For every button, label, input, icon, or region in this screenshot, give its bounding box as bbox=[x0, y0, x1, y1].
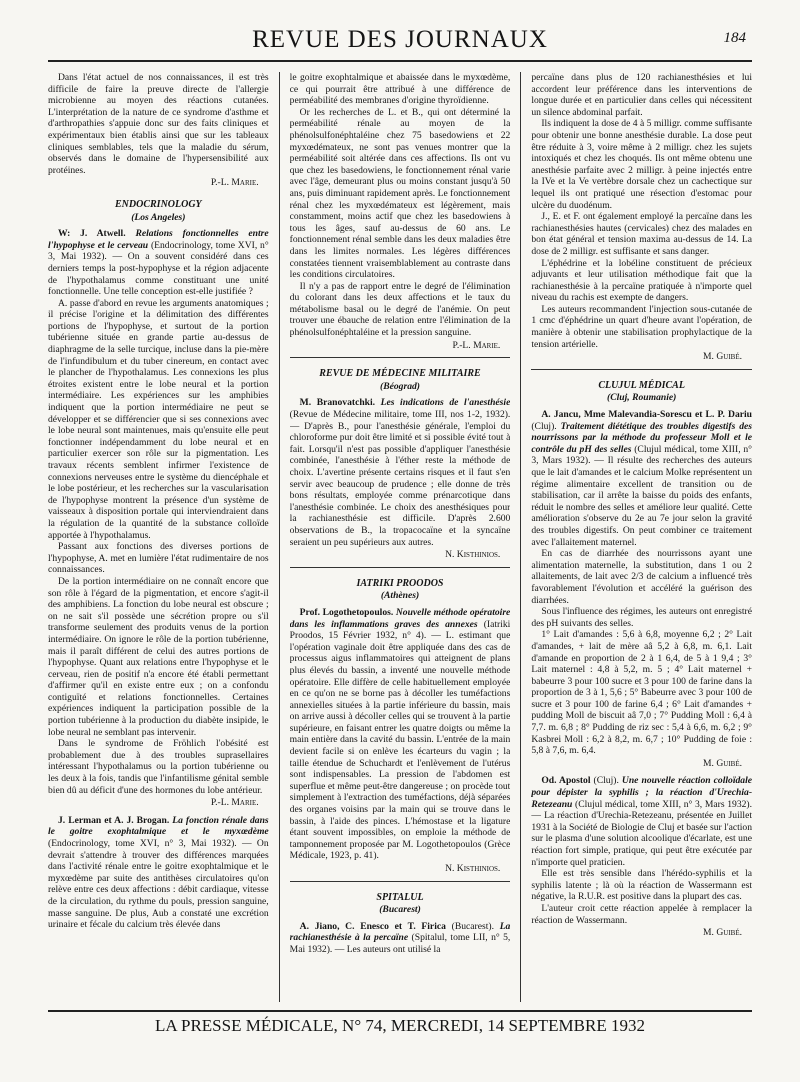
article-author: J. Lerman et A. J. Brogan. bbox=[58, 814, 170, 826]
section-title: SPITALUL bbox=[376, 891, 424, 903]
paragraph: percaïne dans plus de 120 rachianesthésies et lui accordent leur préférence dans les interventions de longue durée et en particulier dans celles qui nécessitent un silence abdominal parfait. bbox=[531, 72, 753, 118]
paragraph: J., E. et F. ont également employé la percaïne dans les rachianesthésies hautes (cervicales) chez des malades en bon état général et tension maxima au-dessus de 14. La dose de 2 milligr. est suffisante et sans danger. bbox=[531, 211, 753, 257]
column-3 bbox=[531, 72, 752, 1002]
paragraph: En cas de diarrhée des nourrissons ayant une alimentation maternelle, la substitution, dans 1 ou 2 allaitements, de lait avec 2/3 de calcium a influencé très favorablement l'évolution et accéléré la guérison des diarrhées. bbox=[531, 548, 753, 606]
page-header bbox=[48, 26, 752, 56]
article-author: W: J. Atwell. bbox=[58, 228, 126, 240]
paragraph: Elle est très sensible dans l'hérédo-syphilis et la syphilis latente ; là où la réaction de Wassermann est négative, la R.U.R. est positive dans la plupart des cas. bbox=[531, 868, 753, 903]
page-footer: LA PRESSE MÉDICALE, N° 74, MERCREDI, 14 SEPTEMBRE 1932 bbox=[48, 1010, 752, 1036]
paragraph: De la portion intermédiaire on ne connaît encore que son rôle à l'égard de la pigmentation, et encore s'agit-il des amphibiens. La fonction du lobe neural est obscure ; on ne sait s'il possède une sécrétion propre ou s'il transforme seulement des produits venus de la portion intermédiaire. On ignore le rôle de la portion tubérienne, mais il paraît différent de celui des autres portions de l'hypophyse. Quant aux relations entre l'hypophyse et le cerveau, rien de positif n'a encore été établi permettant d'affirmer qu'il en existe entre eux ; on a confondu contiguïté et relations fonctionnelles. Certaines expériences indiquent la participation possible de la portion tubérienne à la production du diabète insipide, le lobe neural ne semblant pas intervenir. bbox=[48, 575, 269, 738]
article-heading bbox=[531, 775, 752, 868]
article-author: A. Jiano, C. Enesco et T. Firica bbox=[299, 920, 446, 932]
header-rule bbox=[48, 60, 752, 62]
signature: P.-L. Marie. bbox=[210, 177, 259, 189]
article-author: Od. Apostol bbox=[541, 775, 591, 787]
paragraph: Ils indiquent la dose de 4 à 5 milligr. comme suffisante pour obtenir une bonne anesthésie durable. La dose peut être réduite à 3, voire même à 2 milligr. chez les sujets intoxiqués et chez les choqués. Ils ont même obtenu une anesthésie parfaite avec 2 milligr. à peine injectés entre la IVe et la Ve vertèbre dorsale chez un cachectique sur lequel ils ont pratiqué une résection d'estomac pour ulcère du duodénum. bbox=[531, 118, 753, 211]
article-heading bbox=[290, 397, 511, 548]
text-columns bbox=[48, 72, 752, 1002]
article-text: (Revue de Médecine militaire, tome III, nos 1-2, 1932). — D'après B., pour l'anesthésie générale, l'emploi du chloroforme pur doit être limité et si possible évité tout à fait. Lorsqu'il n'est pas possible d'appliquer l'anesthésie combinée, l'anesthésie à l'éther reste la méthode de choix. L'avertine présente certains risques et il faut s'en servir avec beaucoup de prudence ; elle donne de très bons résultats, employée comme prénarcotique dans l'anesthésie combinée. Le choix des anesthésiques pour la rachianesthésie est difficile. D'après 2.600 observations de B., la tropacocaïne et la syncaïne seraient un peu supérieurs aux autres. bbox=[289, 409, 511, 548]
signature: P.-L. Marie. bbox=[452, 339, 501, 351]
paragraph: L'auteur croit cette réaction appelée à remplacer la réaction de Wassermann. bbox=[531, 902, 753, 926]
article-title: Traitement diététique des troubles digestifs des nourrissons par la méthode du professeur Moll et le contrôle du pH des selles bbox=[531, 420, 753, 455]
paragraph: Dans l'état actuel de nos connaissances, il est très difficile de faire la preuve directe de l'allergie microbienne au moyen des réactions cutanées. L'interprétation de la nature de ce syndrome d'asthme et d'arthropathies s'appuie donc sur des faits cliniques et expérimentaux bien établis ainsi que sur les tableaux cliniques semblables, tels que la maladie du sérum, observés dans le domaine de l'hypersensibilité aux protéines. bbox=[48, 72, 269, 176]
article-author: M. Branovatchki. bbox=[299, 397, 376, 409]
paragraph: Or les recherches de L. et B., qui ont déterminé la perméabilité rénale au moyen de la phénolsulfonéphtaléine chez 75 basedowiens et 22 myxœdémateux, ne sont pas venues montrer que la perméabilité soit altérée dans ces affections. Ils ont vu que chez les basedowiens, le fonctionnement rénal varie avec l'âge, demeurant plus ou moins constant jusqu'à 50 ans, puis diminuant rapidement après. Le fonctionnement rénal chez les myxœdémateux est légèrement, mais constamment, moins actif que chez les basedowiens à tous les âges, sauf au-dessus de 60 ans. Le fonctionnement rénal semble dans les deux maladies être dans les limites normales. Les légères différences constatées tiennent vraisemblablement au contraste dans les conditions circulatoires. bbox=[289, 106, 511, 281]
section-rule bbox=[531, 369, 752, 370]
article-text: (Clujul médical, tome XIII, n° 3, Mars 1932). — La réaction d'Urechia-Retezeanu, présentée en Juillet 1931 à la Société de Biologie de Cluj et basée sur l'action sur le plasma d'une solution alcoolique d'écarlate, est une réaction fort simple, pratique, qui peut être exécutée par n'importe quel praticien. bbox=[531, 798, 753, 868]
article-text: (Endocrinology, tome XVI, n° 3, Mai 1932). — On a souvent considéré dans ces derniers temps la post-hypophyse et la région adjacente de l'hypothalamus comme constituant une unité fonctionnelle. Une telle conception est-elle justifiée ? bbox=[48, 239, 269, 298]
section-title: IATRIKI PROODOS bbox=[356, 577, 444, 589]
paragraph: Les auteurs recommandent l'injection sous-cutanée de 1 cmc d'éphédrine un quart d'heure avant l'opération, de manière à obtenir une stabilisation prophylactique de la tension artérielle. bbox=[531, 303, 753, 350]
article-heading bbox=[531, 409, 752, 548]
section-title: REVUE DE MÉDECINE MILITAIRE bbox=[319, 368, 481, 380]
article-text: (Endocrinology, tome XVI, n° 3, Mai 1932). — On devrait s'attendre à trouver des différences marquées dans l'activité rénale entre le goitre exophtalmique et le myxœdème par suite des antithèses circulatoires qu'on relève entre ces deux affections : débit cardiaque, vitesse de la circulation, du rythme du pouls, pression sanguine, masse sanguine. De plus, Aub a constaté une excrétion urinaire et fécale du calcium très élevée dans bbox=[48, 838, 269, 931]
section-title: CLUJUL MÉDICAL bbox=[598, 379, 685, 391]
article-heading bbox=[48, 815, 269, 931]
article-author-location: (Cluj). bbox=[531, 420, 557, 432]
column-2 bbox=[290, 72, 511, 1002]
paragraph: Il n'y a pas de rapport entre le degré de l'élimination du colorant dans les deux affections et le taux du métabolisme basal ou le degré de l'anémie. On peut trouver une ébauche de relation entre l'élimination de la phénolsulfonéphtaléine et la pression sanguine. bbox=[289, 280, 511, 339]
column-divider bbox=[279, 72, 280, 1002]
article-text: (Iatriki Proodos, 15 Février 1932, n° 4). — L. estimant que l'opération vaginale doit être appliquée dans des cas de processus aigus inflammatoires qui atteignent de plans plus élevés du bassin, a inventé une nouvelle méthode opératoire. Elle diffère de celle habituellement employée en ce qu'on ne se borne pas à décoller les tuméfactions annexielles situées à la partie inférieure du bassin, mais on arrive aussi à décoller celles qui se trouvent à la partie supérieure, en faisant entrer les quatre doigts ou même la main entière dans la cavité du bassin. L'entrée de la main devient facile si on enlève les écarteurs du vagin ; la taille étendue de Schuchardt et l'enlèvement de l'utérus sont indispensables. La pression de l'abdomen est superflue et même peut-être dangereuse ; on procède tout simplement à l'extraction des tuméfactions, déjà séparées des organes voisins par la main qui se trouve dans le bassin, à l'aide des pinces. L'hémostase et la ligature étant souvent impossibles, on emploie la méthode de tamponnement proposée par M. Logothetopoulos (Grèce Médicale, 1923, p. 41). bbox=[289, 618, 511, 862]
paragraph: Dans le syndrome de Fröhlich l'obésité est probablement due à des troubles suprasellaires intéressant l'hypothalamus ou la portion tubérienne ou les deux à la fois, tandis que l'infantilisme génital semble bien dû au déficit d'une des hormones du lobe antérieur. bbox=[48, 738, 269, 796]
article-heading bbox=[290, 607, 511, 862]
article-author-location: (Cluj). bbox=[593, 775, 619, 787]
page-number: 184 bbox=[723, 30, 746, 46]
section-rule bbox=[290, 357, 511, 358]
column-divider bbox=[520, 72, 521, 1002]
section-rule bbox=[290, 567, 511, 568]
article-author-location: (Bucarest). bbox=[451, 920, 494, 932]
section-subtitle: (Béograd) bbox=[380, 380, 420, 392]
article-title: Nouvelle méthode opératoire dans les inflammations graves des annexes bbox=[289, 606, 511, 630]
paragraph: A. passe d'abord en revue les arguments anatomiques ; il précise l'origine et la délimitation des différentes portions de l'hypophyse, et surtout de la portion tubérienne située en grande partie au-dessus de diaphragme de la selle turcique, incluse dans la pie-mère de l'infundibulum et du tuber cinereum, en contact avec le plancher de l'hypothalamus. Les connexions les plus étroites existent entre le lobe neural et la portion intermédiaire. Les expériences sur les amphibies indiquent que la portion intermédiaire ne peut se développer et se différencier que si ses connexions avec le lobe neural sont maintenues, mais qu'ensuite elle peut fonctionner indépendamment du lobe neural et en particulier exercer son rôle sur la pigmentation. Les travaux récents semblent infirmer l'existence de connexions nerveuses entre le système du diencéphale et le lobe postérieur, et les recherches sur la vascularisation de l'hypophyse montrent la présence d'un système de vaisseaux à disposition portale qui interviendraient dans la régulation de la quantité de la substance colloïde apportée à l'hypothalamus. bbox=[48, 297, 269, 541]
paragraph: Passant aux fonctions des diverses portions de l'hypophyse, A. met en lumière l'état rudimentaire de nos connaissances. bbox=[48, 541, 269, 576]
article-author: A. Jancu, Mme Malevandia-Sorescu et L. P. Dariu bbox=[541, 409, 753, 421]
article-title: Une nouvelle réaction colloïdale pour dépister la syphilis ; la réaction d'Urechia-Retezeanu bbox=[531, 775, 753, 810]
article-text: (Clujul médical, tome XIII, n° 3, Mars 1932). — Il résulte des recherches des auteurs que le lait d'amandes et le calcium Molke représentent un régime alimentaire excellent de transition ou de stabilisation, car il arrête la baisse du poids des enfants, réduit le nombre des selles et améliore leur qualité. Cette amélioration s'observe du 2e au 7e jour selon la gravité des troubles digestifs. On peut combiner ce traitement avec l'allaitement maternel. bbox=[531, 443, 753, 548]
section-subtitle: (Los Angeles) bbox=[131, 211, 186, 223]
signature: M. Guibé. bbox=[703, 351, 743, 363]
column-1 bbox=[48, 72, 269, 1002]
section-subtitle: (Athènes) bbox=[380, 590, 420, 602]
section-subtitle: (Bucarest) bbox=[379, 904, 421, 916]
article-title: Les indications de l'anesthésie bbox=[380, 397, 511, 409]
signature: M. Guibé. bbox=[703, 927, 743, 939]
signature: N. Kisthinios. bbox=[445, 549, 501, 561]
article-heading bbox=[290, 921, 511, 956]
paragraph: L'éphédrine et la lobéline constituent de précieux adjuvants et leur utilisation méthodique fait que la rachianesthésie à la percaïne pratiquée à n'importe quel niveau du rachis est exempte de dangers. bbox=[531, 257, 753, 304]
paragraph: le goitre exophtalmique et abaissée dans le myxœdème, ce qui pourrait être attribué à une différence de perméabilité des membranes d'origine thyroïdienne. bbox=[289, 72, 511, 107]
page-title: REVUE DES JOURNAUX bbox=[252, 26, 548, 53]
section-rule bbox=[290, 881, 511, 882]
signature: N. Kisthinios. bbox=[445, 863, 501, 874]
signature: P.-L. Marie. bbox=[210, 797, 259, 809]
section-title: ENDOCRINOLOGY bbox=[115, 198, 202, 210]
article-title: Relations fonctionnelles entre l'hypophyse et le cerveau bbox=[48, 228, 269, 251]
signature: M. Guibé. bbox=[703, 757, 743, 769]
article-title: La rachianesthésie à la percaïne bbox=[289, 920, 511, 944]
article-text: (Spitalul, tome LII, n° 5, Mai 1932). — Les auteurs ont utilisé la bbox=[289, 932, 511, 955]
article-author: Prof. Logothetopoulos. bbox=[299, 606, 394, 618]
paragraph: 1° Lait d'amandes : 5,6 à 6,8, moyenne 6,2 ; 2° Lait d'amandes, + lait de mère aâ 5,2 à 6,8, m. 6,1. Lait d'amande en proportion de 2 à 1 6,4, de 5 à 1 9,4 ; 3° Lait maternel : 4,8 à 5,2, m. 5 ; 4° Lait maternel + babeurre 3 pour 100 sucre et 3 pour 100 de farine dans la proportion de 3 à 1, 5,6 ; 5° Babeurre avec 3 pour 100 de sucre et 3 pour 100 de farine 6,4 ; 6° Lait d'amandes + pudding Moll de biscuit aâ 7,0 ; 7° Pudding Moll : 6,4 à 7,7. m. 6,8 ; 8° Pudding de riz sec : 5,4 à 6,6, m. 6,2 ; 9° Kasbrei Moll : 6,2 à 8,2, m. 6,7 ; 10° Pudding de foie : 5,8 à 7,6, m. 6,4. bbox=[531, 629, 753, 757]
section-subtitle: (Cluj, Roumanie) bbox=[607, 392, 677, 404]
article-heading bbox=[48, 228, 269, 298]
paragraph: Sous l'influence des régimes, les auteurs ont enregistré des pH suivants des selles. bbox=[531, 606, 753, 629]
article-title: La fonction rénale dans le goitre exophtalmique et le myxœdème bbox=[48, 814, 269, 838]
